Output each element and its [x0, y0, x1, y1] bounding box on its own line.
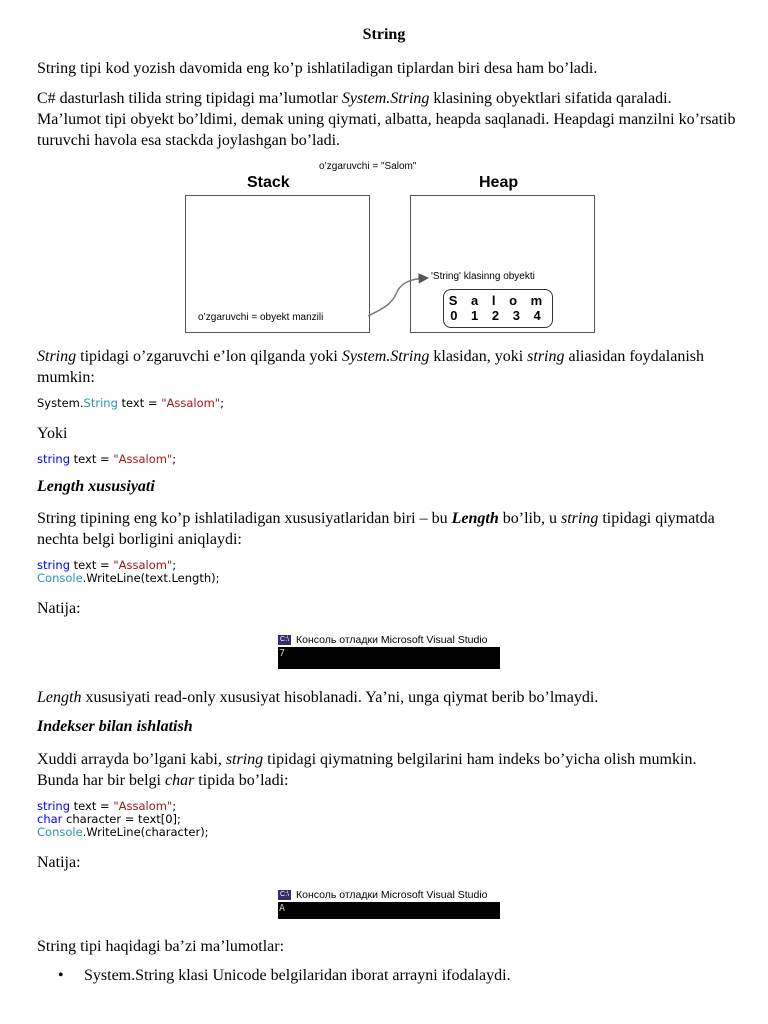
- object-indices: 0 1 2 3 4: [450, 308, 546, 323]
- yoki-text: Yoki: [37, 425, 68, 442]
- page-title: String: [362, 26, 406, 43]
- heap-label: Heap: [479, 174, 519, 191]
- code-snippet-4: string text = "Assalom"; char character = text[0]; Console.WriteLine(character);: [37, 799, 209, 839]
- code-snippet-2: string text = "Assalom";: [37, 452, 177, 466]
- diagram-caption: o’zgaruvchi = "Salom": [319, 161, 417, 172]
- console-icon: C:\: [278, 635, 291, 645]
- readonly-paragraph: Length xususiyati read-only xususiyat hisoblanadi. Ya’ni, unga qiymat berib bo’lmaydi.: [37, 689, 599, 706]
- heading-indexer: Indekser bilan ishlatish: [37, 718, 193, 735]
- indexer-paragraph: Xuddi arrayda bo’lgani kabi, string tipidagi qiymatning belgilarini ham indeks bo’yicha olish mumkin. Bunda har bir belgi char tipida bo’ladi:: [37, 751, 697, 789]
- natija-label-2: Natija:: [37, 854, 81, 871]
- heading-length: Length xususiyati: [37, 478, 155, 495]
- intro-paragraph: String tipi kod yozish davomida eng ko’p ishlatiladigan tiplardan biri desa ham bo’ladi.: [37, 60, 598, 77]
- stack-heap-diagram: [180, 158, 600, 338]
- declaration-paragraph: String tipidagi o’zgaruvchi e’lon qilganda yoki System.String klasidan, yoki string aliasidan foydalanish mumkin:: [37, 348, 704, 386]
- console-output-1: [278, 633, 500, 669]
- console-titlebar: C:\ Консоль отладки Microsoft Visual Studio: [278, 633, 500, 647]
- console-screen: 7: [278, 647, 500, 669]
- code-snippet-1: System.String text = "Assalom";: [37, 396, 224, 410]
- natija-label-1: Natija:: [37, 600, 81, 617]
- bullet-dot: •: [58, 967, 64, 984]
- length-paragraph: String tipining eng ko’p ishlatiladigan xususiyatlaridan biri – bu Length bo’lib, u string tipidagi qiymatda nechta belgi borligini aniqlaydi:: [37, 510, 715, 548]
- heap-object-text: 'String' klasinng obyekti: [431, 271, 535, 282]
- object-characters: S a l o m: [448, 293, 548, 308]
- bullet-item: • System.String klasi Unicode belgilaridan iborat arrayni ifodalaydi.: [58, 967, 511, 984]
- heap-stack-paragraph: C# dasturlash tilida string tipidagi ma’lumotlar System.String klasining obyektlari sifatida qaraladi. Ma’lumot tipi obyekt bo’ldimi, demak uning qiymati, albatta, heapda saqlanadi. Heapdagi manzilni ko’rsatib turuvchi havola esa stackda joylashgan bo’ladi.: [37, 90, 736, 149]
- code-snippet-3: string text = "Assalom"; Console.WriteLine(text.Length);: [37, 558, 220, 585]
- console-output-2: [278, 888, 500, 919]
- console-icon: C:\: [278, 890, 291, 900]
- reference-arrow: [180, 158, 600, 338]
- console-titlebar: C:\ Консоль отладки Microsoft Visual Studio: [278, 888, 500, 902]
- info-intro-paragraph: String tipi haqidagi ba’zi ma’lumotlar:: [37, 938, 285, 955]
- stack-label: Stack: [247, 174, 290, 191]
- stack-variable-text: o’zgaruvchi = obyekt manzili: [198, 312, 324, 323]
- console-screen: A: [278, 902, 500, 919]
